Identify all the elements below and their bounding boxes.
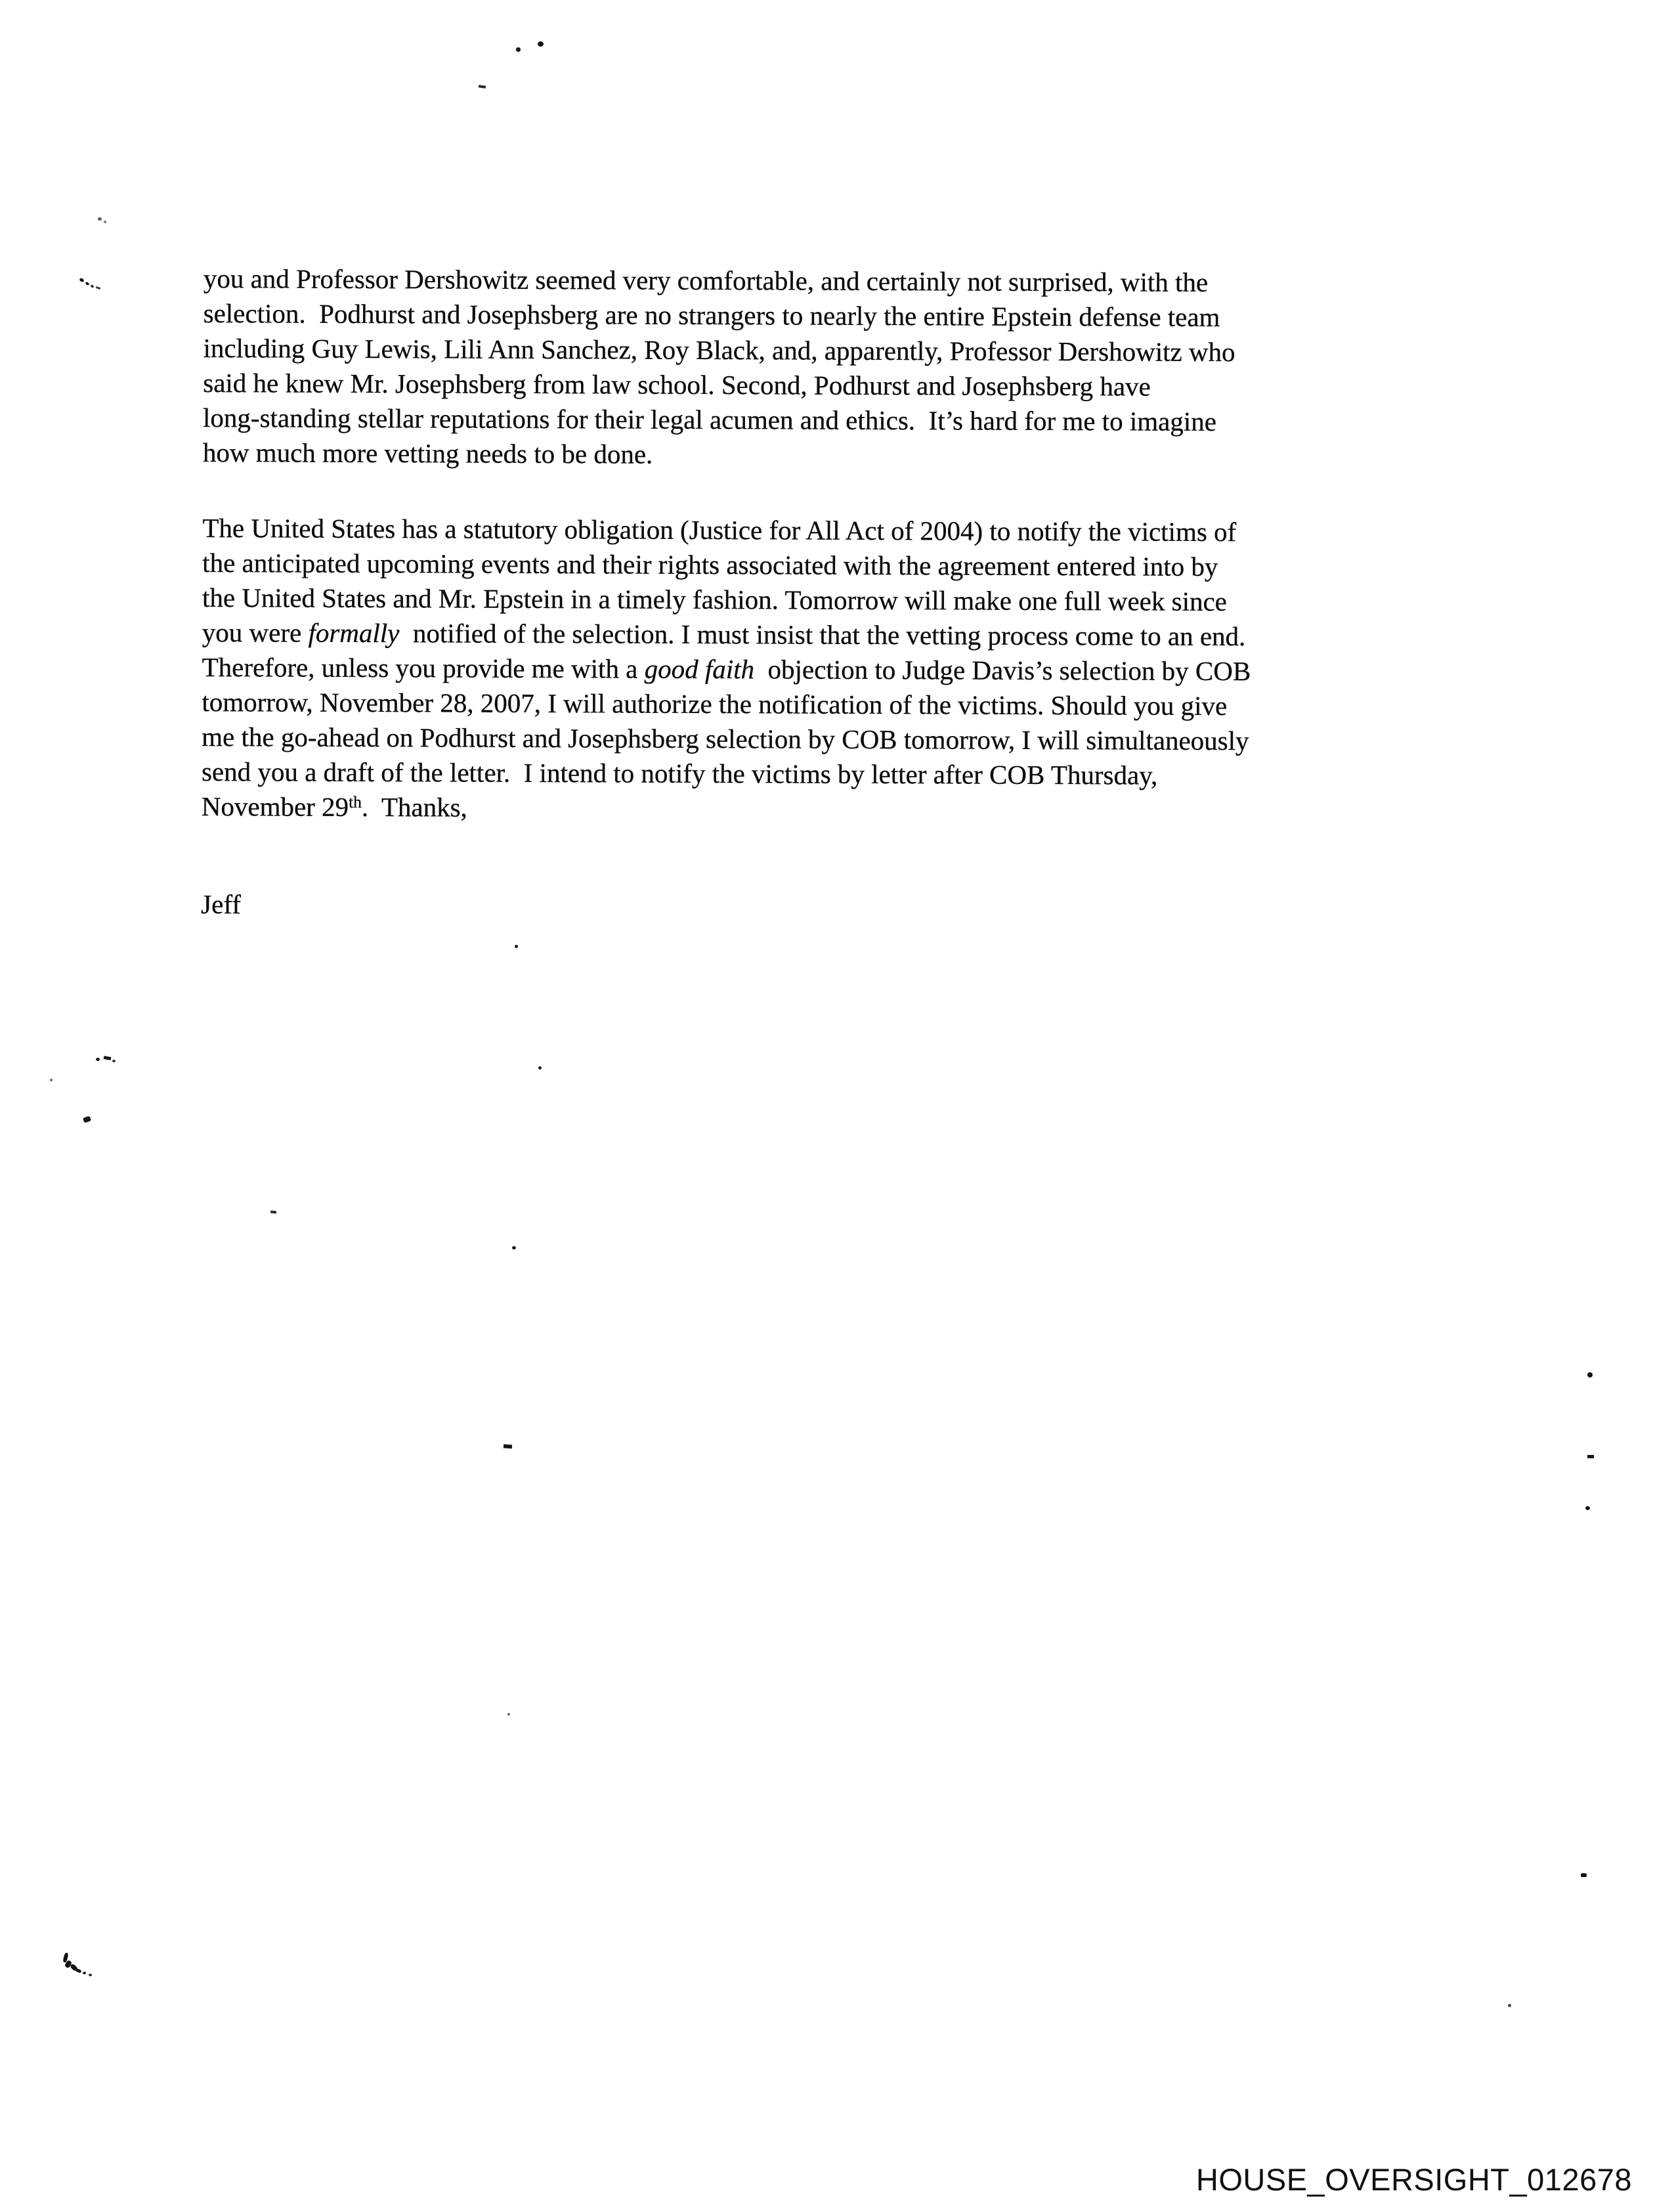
- scan-speck: [96, 1058, 100, 1061]
- letter-line: the anticipated upcoming events and their rights associated with the agreement entered into by: [202, 547, 1218, 582]
- scan-speck: [75, 1968, 81, 1973]
- bates-number: HOUSE_OVERSIGHT_012678: [1195, 2162, 1632, 2197]
- scan-speck: [104, 221, 106, 223]
- scan-speck: [538, 1066, 542, 1070]
- letter-line: Therefore, unless you provide me with a good faith objection to Judge Davis’s selection by COB: [202, 651, 1251, 687]
- letter-line: how much more vetting needs to be done.: [202, 437, 653, 469]
- scan-speck: [83, 1972, 86, 1974]
- signature: Jeff: [201, 888, 242, 920]
- scan-speck: [50, 1079, 53, 1081]
- scan-speck: [1587, 1455, 1594, 1458]
- letter-line: send you a draft of the letter. I intend to notify the victims by letter after COB Thursday,: [201, 756, 1158, 791]
- scan-speck: [83, 1116, 91, 1123]
- scan-speck: [479, 85, 486, 88]
- letter-line: The United States has a statutory obligation (Justice for All Act of 2004) to notify the victims of: [202, 512, 1237, 548]
- letter-line: November 29th. Thanks,: [201, 791, 467, 823]
- scan-speck: [1585, 1506, 1590, 1510]
- letter-line: said he knew Mr. Josephsberg from law school. Second, Podhurst and Josephsberg have: [203, 367, 1151, 402]
- letter-line: long-standing stellar reputations for their legal acumen and ethics. It’s hard for me to imagine: [202, 402, 1217, 437]
- scan-speck: [96, 286, 101, 290]
- scan-speck: [79, 278, 85, 283]
- scan-speck: [98, 217, 102, 221]
- scan-speck: [515, 945, 518, 948]
- letter-body: [201, 261, 1464, 926]
- scan-speck: [85, 282, 89, 286]
- letter-line: including Guy Lewis, Lili Ann Sanchez, Roy Black, and, apparently, Professor Dershowitz who: [203, 332, 1235, 368]
- letter-line: you were formally notified of the selection. I must insist that the vetting process come to an end.: [202, 617, 1246, 652]
- paragraph-1: [203, 261, 1464, 475]
- scan-speck: [538, 41, 544, 47]
- paragraph-2: [202, 511, 1463, 833]
- scan-speck: [516, 47, 521, 52]
- scan-speck: [112, 1060, 116, 1062]
- scan-speck: [90, 284, 94, 288]
- scan-speck: [104, 1056, 112, 1060]
- scan-speck: [1508, 2004, 1511, 2007]
- scan-speck: [512, 1246, 516, 1249]
- scan-speck: [89, 1974, 92, 1976]
- scan-speck: [504, 1444, 512, 1449]
- letter-line: selection. Podhurst and Josephsberg are no strangers to nearly the entire Epstein defense team: [203, 297, 1220, 332]
- scan-speck: [1581, 1873, 1587, 1877]
- letter-line: me the go-ahead on Podhurst and Josephsberg selection by COB tomorrow, I will simultaneously: [202, 721, 1249, 756]
- letter-line: the United States and Mr. Epstein in a timely fashion. Tomorrow will make one full week since: [202, 582, 1228, 617]
- letter-line: tomorrow, November 28, 2007, I will authorize the notification of the victims. Should you give: [202, 686, 1228, 721]
- scan-speck: [270, 1211, 276, 1214]
- letter-line: you and Professor Dershowitz seemed very comfortable, and certainly not surprised, with the: [203, 263, 1209, 297]
- scan-speck: [507, 1713, 510, 1716]
- scan-speck: [1587, 1372, 1593, 1377]
- letter-paragraphs: [202, 261, 1464, 833]
